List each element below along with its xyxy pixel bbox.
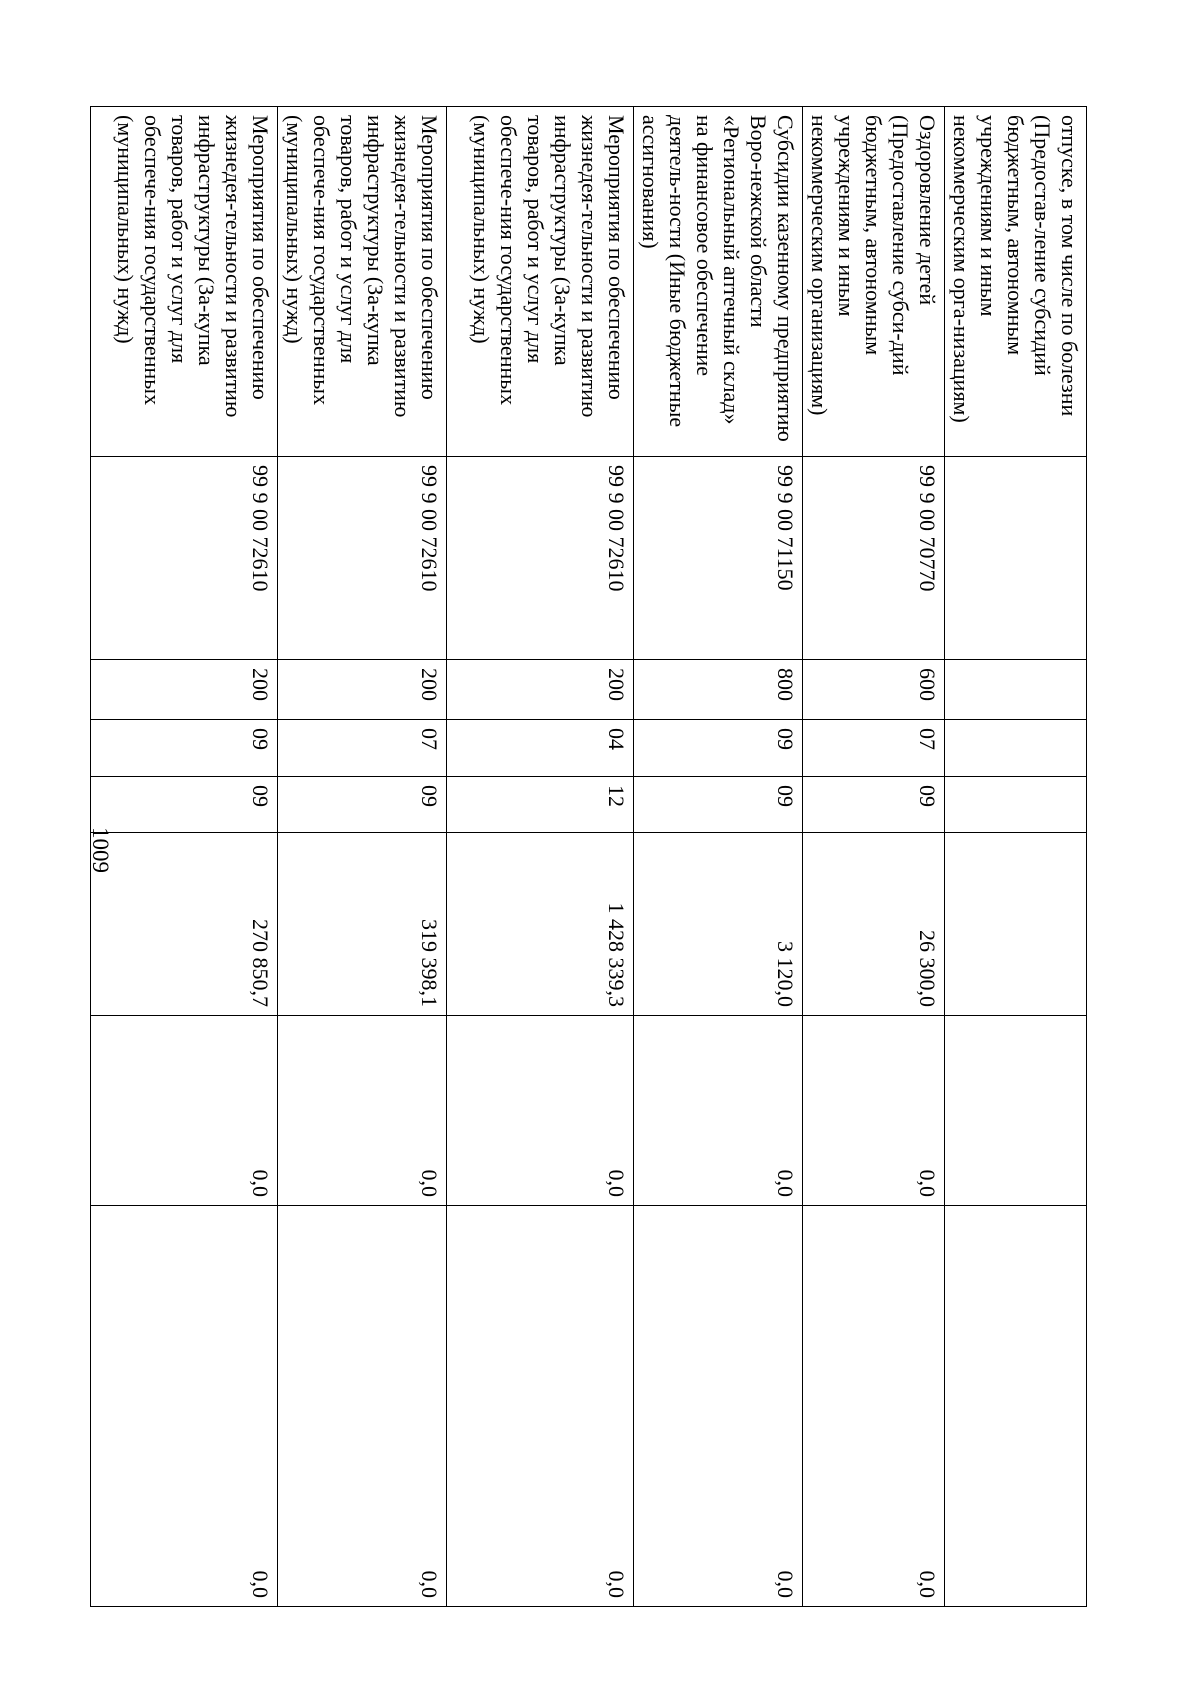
page-number: 1009	[88, 827, 113, 873]
expense-type-code	[945, 660, 1087, 720]
table-row	[634, 107, 803, 1607]
row-description: Мероприятия по обеспечению жизнедея-тельности и развитию инфраструктуры (За-купка товаров, работ и услуг для обеспече-ния государственных (муниципальных) нужд)	[447, 107, 634, 457]
row-description: Оздоровление детей (Предоставление субси-дий бюджетным, автономным учреждениям и иным некоммерческим организациям)	[803, 107, 945, 457]
amount-year-3: 0,0	[803, 1206, 945, 1607]
expense-type-code: 200	[91, 660, 278, 720]
amount-year-2: 0,0	[91, 1016, 278, 1206]
subsection-code: 09	[91, 777, 278, 833]
amount-year-3: 0,0	[447, 1206, 634, 1607]
amount-year-2: 0,0	[634, 1016, 803, 1206]
expense-type-code: 800	[634, 660, 803, 720]
amount-year-3: 0,0	[634, 1206, 803, 1607]
section-code: 07	[803, 720, 945, 777]
subsection-code: 09	[278, 777, 447, 833]
target-article-code: 99 9 00 72610	[447, 457, 634, 660]
amount-year-1: 3 120,0	[634, 833, 803, 1016]
target-article-code: 99 9 00 72610	[278, 457, 447, 660]
amount-year-1: 319 398,1	[278, 833, 447, 1016]
row-description: отпуске, в том числе по болезни (Предостав-ление субсидий бюджетным, автономным учреждениям и иным некоммерческим орга-низациям)	[945, 107, 1087, 457]
table-row	[803, 107, 945, 1607]
amount-year-3: 0,0	[278, 1206, 447, 1607]
table-row	[91, 107, 278, 1607]
target-article-code	[945, 457, 1087, 660]
amount-year-2: 0,0	[803, 1016, 945, 1206]
row-description: Субсидии казенному предприятию Воро-нежской области «Региональный аптечный склад» на финансовое обеспечение деятель-ности (Иные бюджетные ассигнования)	[634, 107, 803, 457]
subsection-code: 12	[447, 777, 634, 833]
section-code: 04	[447, 720, 634, 777]
table-row	[945, 107, 1087, 1607]
section-code: 09	[634, 720, 803, 777]
section-code: 07	[278, 720, 447, 777]
table-row	[278, 107, 447, 1607]
section-code: 09	[91, 720, 278, 777]
amount-year-1	[945, 833, 1087, 1016]
section-code	[945, 720, 1087, 777]
row-description: Мероприятия по обеспечению жизнедея-тельности и развитию инфраструктуры (За-купка товаров, работ и услуг для обеспече-ния государственных (муниципальных) нужд)	[278, 107, 447, 457]
table-row	[447, 107, 634, 1607]
expense-type-code: 200	[447, 660, 634, 720]
subsection-code: 09	[634, 777, 803, 833]
expense-type-code: 200	[278, 660, 447, 720]
subsection-code: 09	[803, 777, 945, 833]
rotated-table-container	[113, 106, 1087, 1606]
amount-year-3	[945, 1206, 1087, 1607]
amount-year-1: 26 300,0	[803, 833, 945, 1016]
target-article-code: 99 9 00 70770	[803, 457, 945, 660]
amount-year-1: 270 850,7	[91, 833, 278, 1016]
amount-year-2	[945, 1016, 1087, 1206]
amount-year-2: 0,0	[447, 1016, 634, 1206]
row-description: Мероприятия по обеспечению жизнедея-тельности и развитию инфраструктуры (За-купка товаров, работ и услуг для обеспече-ния государственных (муниципальных) нужд)	[91, 107, 278, 457]
budget-table	[90, 106, 1087, 1607]
target-article-code: 99 9 00 71150	[634, 457, 803, 660]
target-article-code: 99 9 00 72610	[91, 457, 278, 660]
amount-year-2: 0,0	[278, 1016, 447, 1206]
expense-type-code: 600	[803, 660, 945, 720]
amount-year-1: 1 428 339,3	[447, 833, 634, 1016]
amount-year-3: 0,0	[91, 1206, 278, 1607]
subsection-code	[945, 777, 1087, 833]
